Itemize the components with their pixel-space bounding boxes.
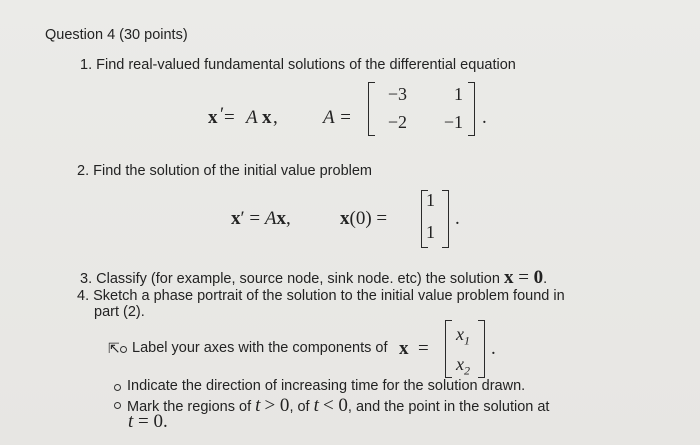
q4-line1: 4. Sketch a phase portrait of the solution to the initial value problem found in [77,288,565,304]
q2-lhs: x′ = Ax, [231,208,291,229]
bullet-3-lt: < 0 [322,395,348,416]
bullet-3-t2: t [313,395,319,416]
bullet-3-t1: t [255,395,261,416]
bullet-3-line2: t = 0. [128,411,168,432]
q3-prefix: 3. Classify (for example, source node, sink node. etc) the solution [80,271,500,287]
bullet-1-text: Label your axes with the components of [132,340,388,356]
bullet-1-vector-x2: $x_2$ [456,354,470,378]
q3-zero: 0 [533,267,544,288]
bullet-3-prefix: Mark the regions of [127,399,252,415]
q3-x: x [503,267,514,288]
bullet-2 [114,384,121,391]
q1-x: x [208,107,218,128]
mouse-pointer-icon: ⇱ [108,340,120,356]
q1-comma: , [273,107,278,128]
q1-matrix-a22: −1 [443,112,463,132]
q1-matrix-a21: −2 [387,112,407,132]
q1-prime: ′ [220,104,225,125]
bullet-1-equals: = [418,338,429,359]
q1-matrix-right-bracket [468,82,475,136]
q1-matrix-a11: −3 [387,84,407,104]
q3-period: . [543,271,548,287]
q4-line2: part (2). [94,304,145,320]
bullet-3-suffix: , and the point in the solution at [347,399,550,415]
q2-x0: x(0) = [340,208,388,229]
q1-A-eq: A = [323,107,352,128]
bullet-3-of: , of [289,399,310,415]
q1-text: 1. Find real-valued fundamental solutions of the differential equation [80,57,516,73]
bullet-2-text: Indicate the direction of increasing time for the solution drawn. [127,378,526,394]
q2-vector-right-bracket [442,190,449,248]
q1-matrix-left-bracket [368,82,375,136]
q2-vector-2: 1 [426,222,435,242]
bullet-1 [120,346,127,353]
q2-text: 2. Find the solution of the initial value problem [77,163,373,179]
bullet-3 [114,402,121,409]
bullet-1-vector-right-bracket [478,320,485,378]
bullet-3-gt: > 0 [264,395,290,416]
question-title: Question 4 (30 points) [45,27,188,43]
q1-equals: = [224,107,235,128]
bullet-1-vector-x1: $x_1$ [456,324,470,348]
bullet-1-x: x [399,338,409,359]
q1-A: A [246,107,258,128]
q2-vector-1: 1 [426,190,435,210]
bullet-3-text [127,395,549,417]
q3-equals: = [513,267,534,288]
bullet-1-period: . [491,338,496,359]
q1-matrix-a12: 1 [454,84,463,104]
q1-period: . [482,107,487,128]
q3-text [80,267,547,289]
q2-period: . [455,208,460,229]
q1-x2: x [262,107,272,128]
